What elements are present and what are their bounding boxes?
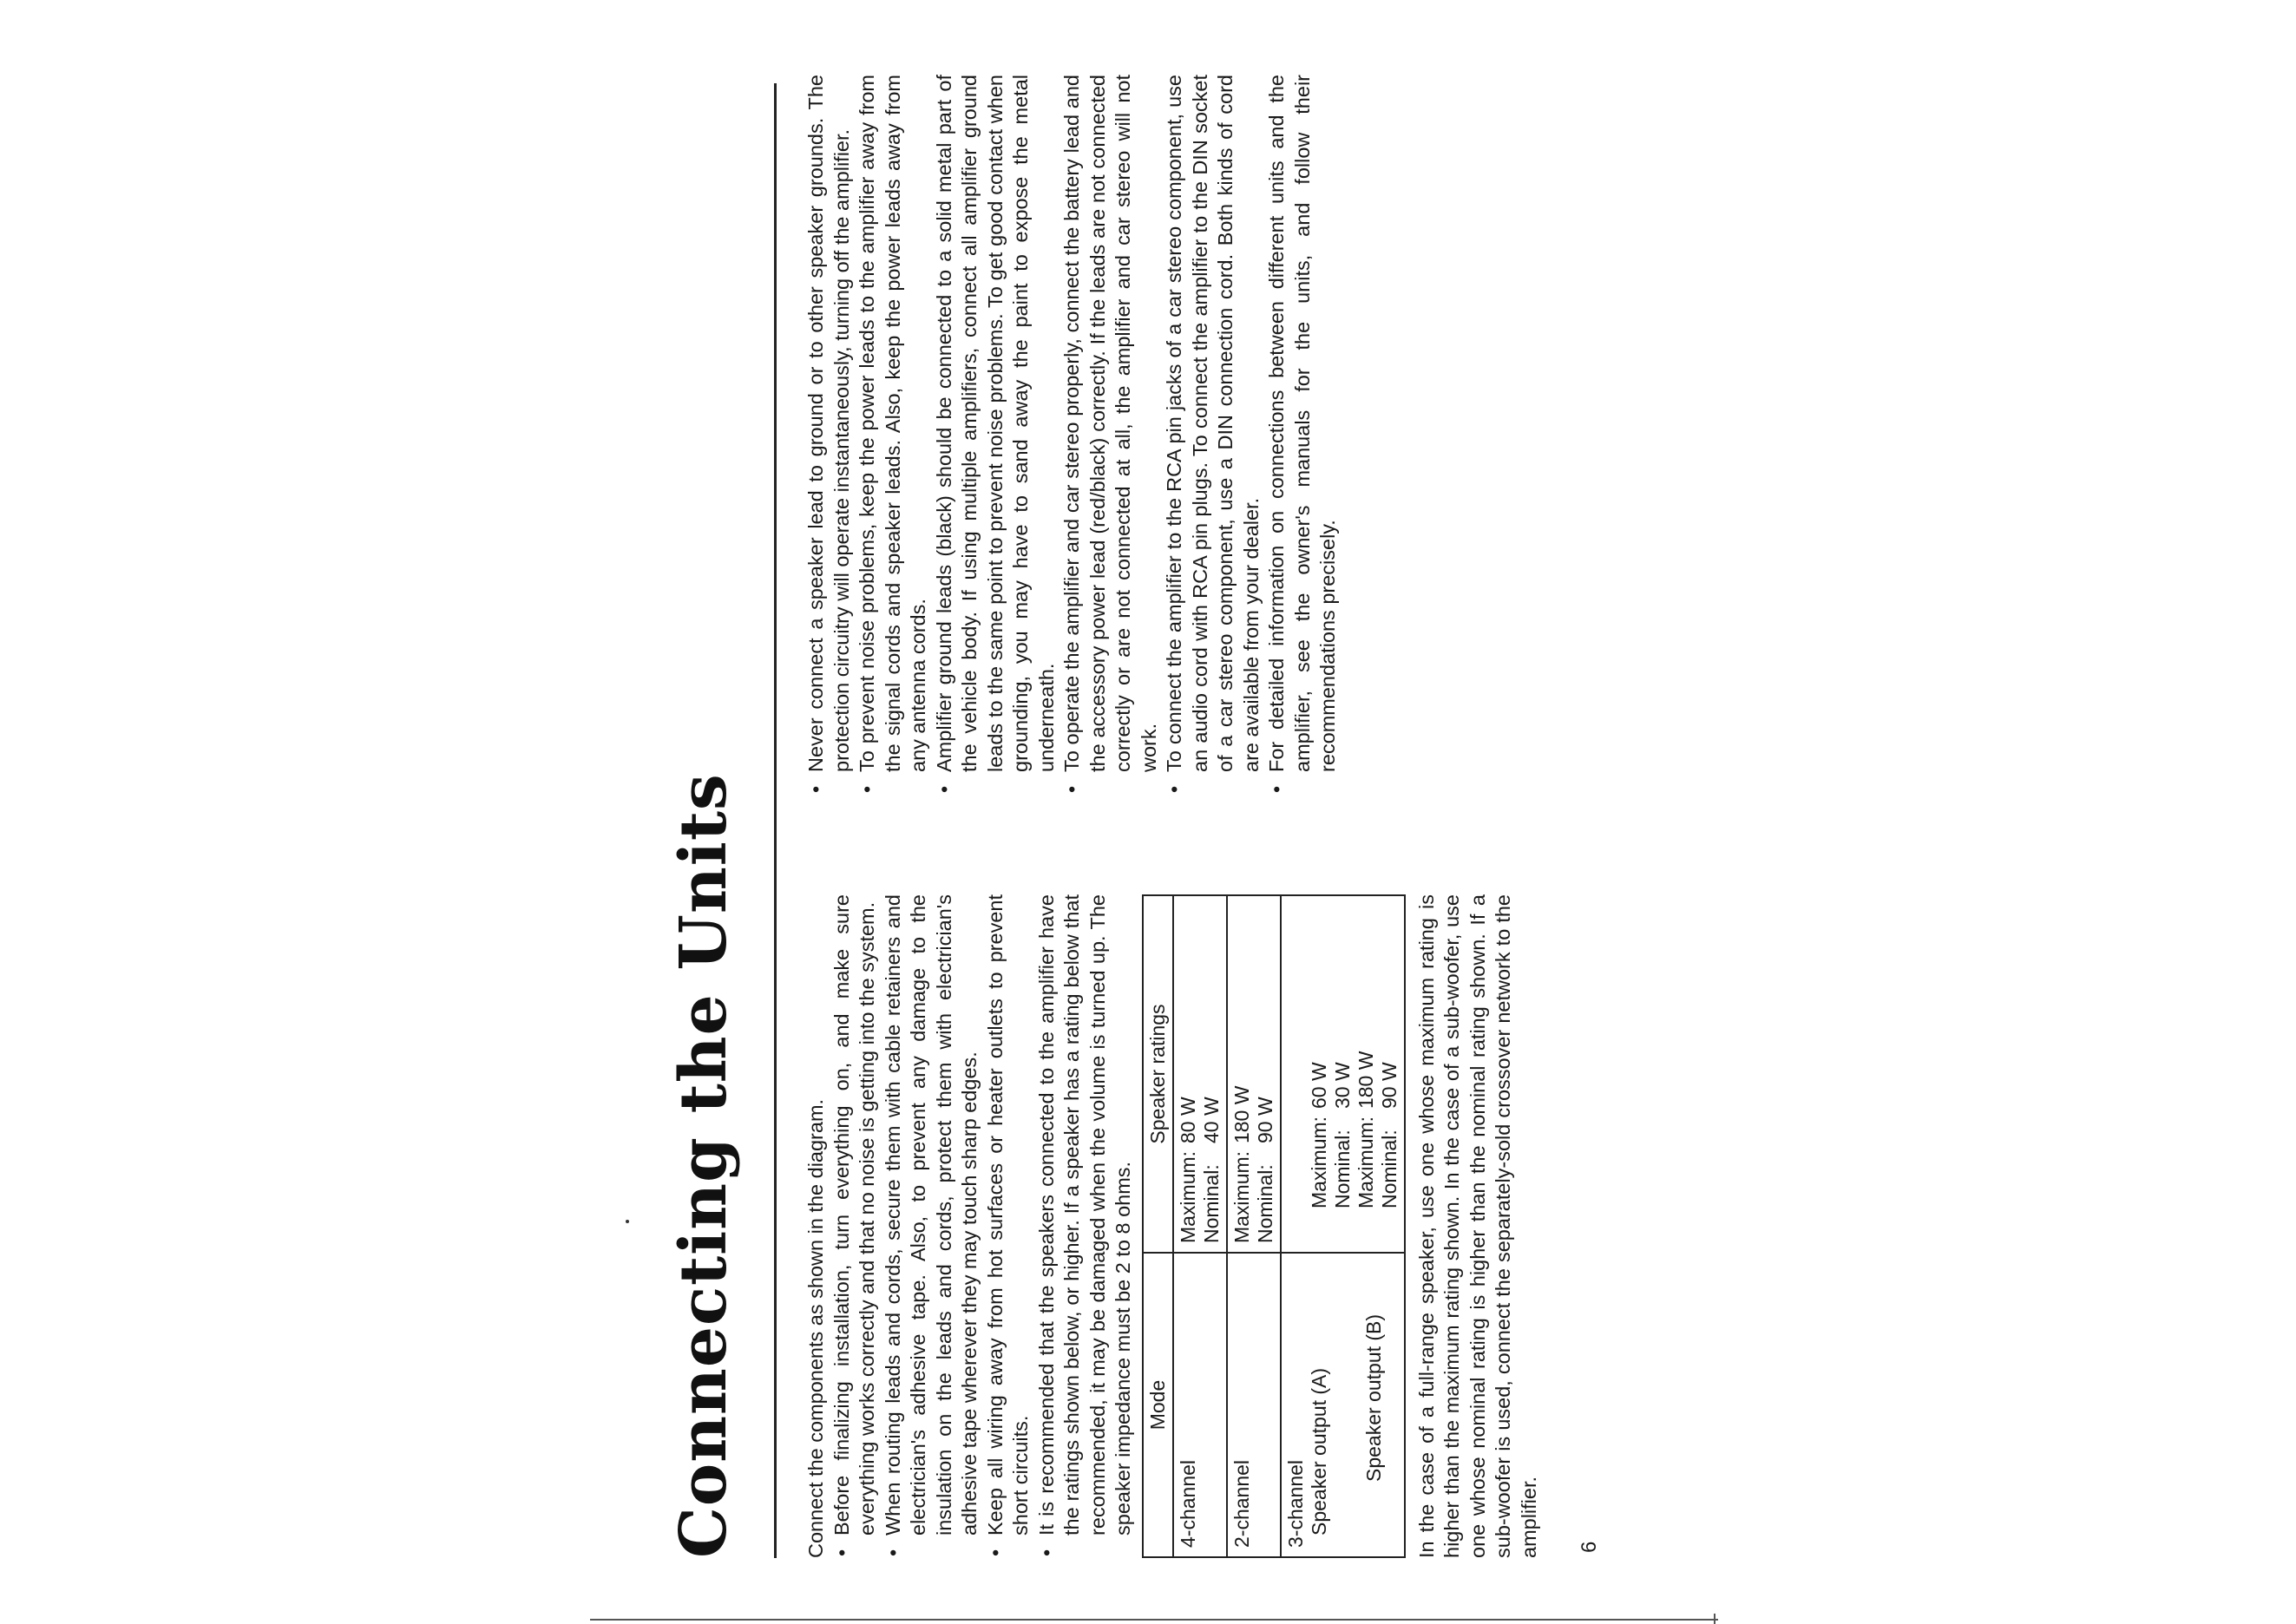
speaker-ratings-table <box>1142 894 1406 1558</box>
bullet-icon: • <box>1060 785 1083 793</box>
list-item: • To connect the amplifier to the RCA pin jacks of a car stereo component, use an audio cord with RCA pin plugs. To connect the amplifier to the DIN socket of a car stereo component, use a DIN connection cord. Both kinds of cord are available from your dealer. <box>1163 75 1263 793</box>
scan-edge-right <box>1714 1614 1715 1624</box>
bullet-icon: • <box>881 1549 904 1556</box>
left-bullet-list <box>830 894 1137 1558</box>
bullet-icon: • <box>983 1549 1007 1556</box>
list-item: • To operate the amplifier and car stereo properly, connect the battery lead and the accessory power lead (red/black) correctly. If the leads are not connected correctly or are not connected at all, the amplifier and car stereo will not work. <box>1060 75 1160 793</box>
bullet-icon: • <box>1265 785 1288 793</box>
table-row: 4-channel Maximum:80 W Nominal:40 W <box>1173 895 1227 1557</box>
list-item: • Amplifier ground leads (black) should be connected to a solid metal part of the vehicle body. If using multiple amplifiers, connect all amplifier ground leads to the same point to prevent noise problems. To get good contact when grounding, you may have to sand away the paint to expose the metal underneath. <box>932 75 1058 793</box>
bullet-icon: • <box>932 785 955 793</box>
list-item: • It is recommended that the speakers connected to the amplifier have the ratings shown below, or higher. If a speaker has a rating below that recommended, it may be damaged when the volume is turned up. The speaker impedance must be 2 to 8 ohms. <box>1034 894 1134 1556</box>
bullet-icon: • <box>856 785 878 793</box>
scan-edge-bottom <box>590 1619 1718 1621</box>
list-item: • When routing leads and cords, secure them with cable retainers and electrician's adhesive tape. Also, to prevent any damage to the insulation on the leads and cords, protect them with electrician's adhesive tape wherever they may touch sharp edges. <box>881 894 981 1556</box>
bullet-icon: • <box>830 1549 853 1556</box>
rotated-content <box>666 66 1612 1558</box>
bullet-icon: • <box>1034 1549 1058 1556</box>
page-number: 6 <box>1578 1541 1601 1553</box>
scan-speck <box>626 1220 629 1223</box>
table-row: 2-channel Maximum:180 W Nominal:90 W <box>1227 895 1281 1557</box>
intro-text: Connect the components as shown in the diagram. <box>804 1098 827 1558</box>
list-item: • Never connect a speaker lead to ground or to other speaker grounds. The protection circuitry will operate instantaneously, turning off the amplifier. <box>804 75 853 793</box>
left-column <box>804 894 1542 1558</box>
table-row: 3-channel Speaker output (A) Speaker output (B) Maximum:60 W Nominal:30 W Maximum:180 W Nominal:90 W <box>1281 895 1405 1557</box>
list-item: • Before finalizing installation, turn everything on, and make sure everything works correctly and that no noise is getting into the system. <box>830 894 878 1556</box>
list-item: • To prevent noise problems, keep the power leads to the amplifier away from the signal cords and speaker leads. Also, keep the power leads away from any antenna cords. <box>856 75 929 793</box>
title-rule <box>774 83 777 1558</box>
right-column <box>804 75 1342 795</box>
right-bullet-list <box>804 75 1342 795</box>
page-title: Connecting the Units <box>666 773 741 1558</box>
bullet-icon: • <box>804 785 827 793</box>
table-header-mode: Mode <box>1143 1253 1173 1557</box>
table-header-ratings: Speaker ratings <box>1143 895 1173 1253</box>
bullet-icon: • <box>1163 785 1185 793</box>
list-item: • For detailed information on connections between different units and the amplifier, see the owner's manuals for the units, and follow their recommendations precisely. <box>1265 75 1339 793</box>
list-item: • Keep all wiring away from hot surfaces or heater outlets to prevent short circuits. <box>983 894 1032 1556</box>
footnote-text: In the case of a full-range speaker, use one whose maximum rating is higher than the maximum rating shown. In the case of a sub-woofer, use one whose nominal rating is higher than the nominal rating shown. If a sub-woofer is used, connect the separately-sold crossover network to the amplifier. <box>1414 894 1540 1558</box>
